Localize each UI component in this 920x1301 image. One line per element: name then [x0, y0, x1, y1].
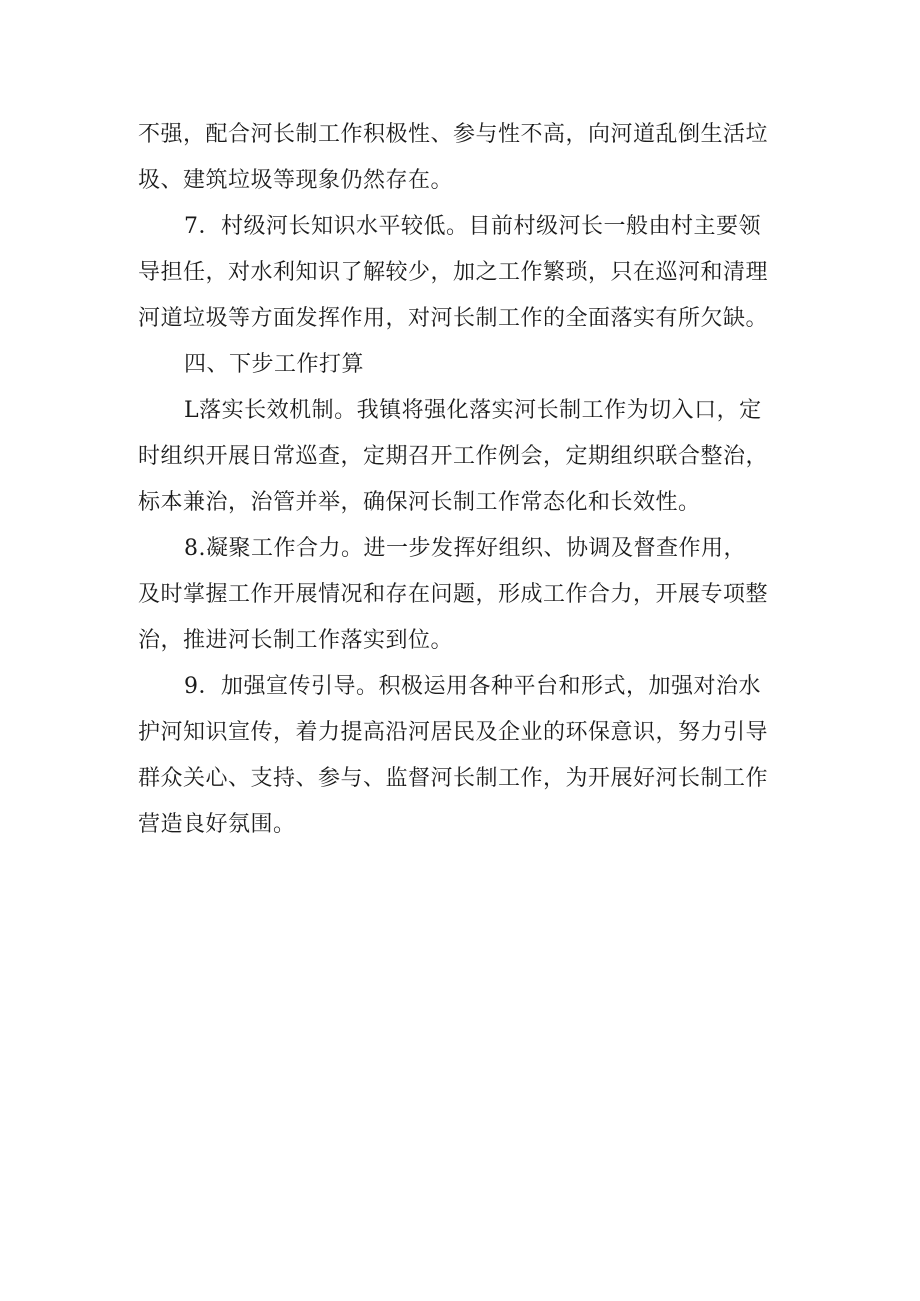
document-body: [138, 112, 808, 848]
section-heading: [138, 342, 808, 388]
text-line: 及时掌握工作开展情况和存在问题，形成工作合力，开展专项整: [138, 582, 769, 607]
text-line: 河道垃圾等方面发挥作用，对河长制工作的全面落实有所欠缺。: [138, 306, 769, 331]
paragraph-item-9: [138, 664, 808, 848]
paragraph-item-1: [138, 388, 808, 526]
text-line: L落实长效机制。我镇将强化落实河长制工作为切入口，定: [184, 398, 762, 423]
text-line: 7．村级河长知识水平较低。目前村级河长一般由村主要领: [184, 214, 761, 239]
text-line: 圾、建筑垃圾等现象仍然存在。: [138, 168, 454, 193]
text-line: 标本兼治，治管并举，确保河长制工作常态化和长效性。: [138, 490, 701, 515]
paragraph-item-8: [138, 526, 808, 664]
text-line: 导担任，对水利知识了解较少，加之工作繁琐，只在巡河和清理: [138, 260, 769, 285]
text-line: 8.凝聚工作合力。进一步发挥好组织、协调及督查作用，: [184, 536, 746, 561]
text-line: 9．加强宣传引导。积极运用各种平台和形式，加强对治水: [184, 674, 761, 699]
paragraph-item-7: [138, 204, 808, 342]
paragraph-continued: [138, 112, 808, 204]
text-line: 不强，配合河长制工作积极性、参与性不高，向河道乱倒生活垃: [138, 122, 769, 147]
text-line: 营造良好氛围。: [138, 812, 296, 837]
text-line: 护河知识宣传，着力提高沿河居民及企业的环保意识，努力引导: [138, 720, 769, 745]
text-line: 时组织开展日常巡查，定期召开工作例会，定期组织联合整治，: [138, 444, 769, 469]
section-heading-text: 四、下步工作打算: [184, 352, 365, 377]
text-line: 治，推进河长制工作落实到位。: [138, 628, 454, 653]
text-line: 群众关心、支持、参与、监督河长制工作，为开展好河长制工作: [138, 766, 769, 791]
